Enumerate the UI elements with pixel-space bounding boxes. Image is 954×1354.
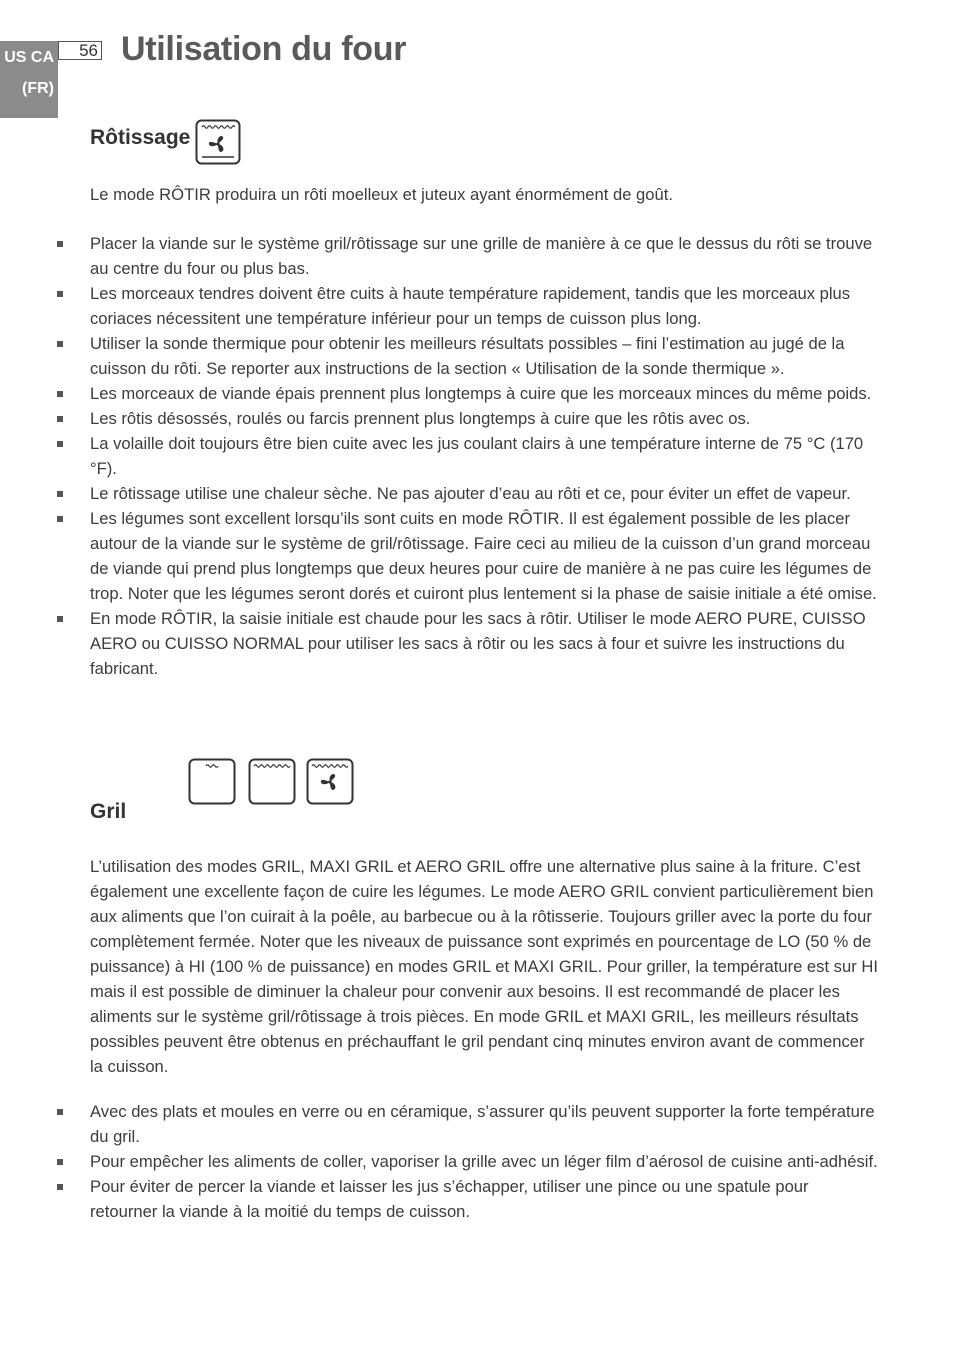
list-item: Pour éviter de percer la viande et laisser les jus s’échapper, utiliser une pince ou une spatule pour retourner la viande à la moitié du temps de cuisson. bbox=[0, 1174, 880, 1224]
list-item: En mode RÔTIR, la saisie initiale est chaude pour les sacs à rôtir. Utiliser le mode AERO PURE, CUISSO AERO ou CUISSO NORMAL pour utiliser les sacs à rôtir ou les sacs à four et suivre les instructions du fabricant. bbox=[0, 606, 880, 681]
oven-fan-grill-icon bbox=[195, 119, 241, 165]
bullet-icon bbox=[57, 1159, 63, 1165]
gril-intro: L’utilisation des modes GRIL, MAXI GRIL et AERO GRIL offre une alternative plus saine à la friture. C’est également une excellente façon de cuire les légumes. Le mode AERO GRIL convient particulièrement bien aux aliments que l’on cuirait à la poêle, au barbecue ou à la rôtisserie. Toujours griller avec la porte du four complètement fermée. Noter que les niveaux de puissance sont exprimés en pourcentage de LO (50 % de puissance) à HI (100 % de puissance) en modes GRIL et MAXI GRIL. Pour griller, la température est sur HI mais il est possible de diminuer la chaleur pour convenir aux besoins. Il est recommandé de placer les aliments sur le système gril/rôtissage à trois pièces. En mode GRIL et MAXI GRIL, les meilleurs résultats possibles peuvent être obtenus en préchauffant le gril pendant cinq minutes environ avant de commencer la cuisson. bbox=[90, 857, 878, 1076]
list-item: Avec des plats et moules en verre ou en céramique, s’assurer qu’ils peuvent supporter la forte température du gril. bbox=[0, 1099, 880, 1149]
oven-maxi-grill-icon bbox=[248, 758, 296, 805]
bullet-icon bbox=[57, 1184, 63, 1190]
list-item: Le rôtissage utilise une chaleur sèche. Ne pas ajouter d’eau au rôti et ce, pour éviter un effet de vapeur. bbox=[0, 481, 880, 506]
bullet-icon bbox=[57, 616, 63, 622]
list-item: Les rôtis désossés, roulés ou farcis prennent plus longtemps à cuire que les rôtis avec os. bbox=[0, 406, 880, 431]
list-item: Les morceaux tendres doivent être cuits à haute température rapidement, tandis que les morceaux plus coriaces nécessitent une température inférieur pour un temps de cuisson plus long. bbox=[0, 281, 880, 331]
rotissage-intro: Le mode RÔTIR produira un rôti moelleux et juteux ayant énormément de goût. bbox=[90, 185, 673, 204]
list-item: La volaille doit toujours être bien cuite avec les jus coulant clairs à une température interne de 75 °C (170 °F). bbox=[0, 431, 880, 481]
bullet-icon bbox=[57, 291, 63, 297]
bullet-icon bbox=[57, 1109, 63, 1115]
list-item: Placer la viande sur le système gril/rôtissage sur une grille de manière à ce que le dessus du rôti se trouve au centre du four ou plus bas. bbox=[0, 231, 880, 281]
region-label-country: US CA bbox=[4, 49, 54, 66]
oven-aero-grill-icon bbox=[306, 758, 354, 805]
gril-bullet-list bbox=[0, 1099, 954, 1224]
section-heading-rotissage: Rôtissage bbox=[90, 126, 191, 149]
bullet-icon bbox=[57, 241, 63, 247]
bullet-icon bbox=[57, 416, 63, 422]
bullet-icon bbox=[57, 516, 63, 522]
page-number: 56 bbox=[58, 41, 102, 60]
region-label-language: (FR) bbox=[22, 80, 54, 97]
list-item: Utiliser la sonde thermique pour obtenir les meilleurs résultats possibles – fini l’estimation au jugé de la cuisson du rôti. Se reporter aux instructions de la section « Utilisation de la sonde thermique ». bbox=[0, 331, 880, 381]
bullet-icon bbox=[57, 491, 63, 497]
section-heading-gril: Gril bbox=[90, 800, 127, 823]
region-tab bbox=[0, 41, 58, 118]
bullet-icon bbox=[57, 391, 63, 397]
bullet-icon bbox=[57, 341, 63, 347]
page-title: Utilisation du four bbox=[121, 30, 407, 68]
list-item: Les morceaux de viande épais prennent plus longtemps à cuire que les morceaux minces du même poids. bbox=[0, 381, 880, 406]
list-item: Les légumes sont excellent lorsqu’ils sont cuits en mode RÔTIR. Il est également possible de les placer autour de la viande sur le système de gril/rôtissage. Faire ceci au milieu de la cuisson d’un grand morceau de viande qui prend plus longtemps que deux heures pour cuire de manière à ne pas cuire les légumes de trop. Noter que les légumes seront dorés et cuiront plus lentement si la phase de saisie initiale a été omise. bbox=[0, 506, 880, 606]
bullet-icon bbox=[57, 441, 63, 447]
oven-grill-icon bbox=[188, 758, 236, 805]
rotissage-bullet-list bbox=[0, 231, 954, 681]
list-item: Pour empêcher les aliments de coller, vaporiser la grille avec un léger film d’aérosol de cuisine anti-adhésif. bbox=[0, 1149, 880, 1174]
